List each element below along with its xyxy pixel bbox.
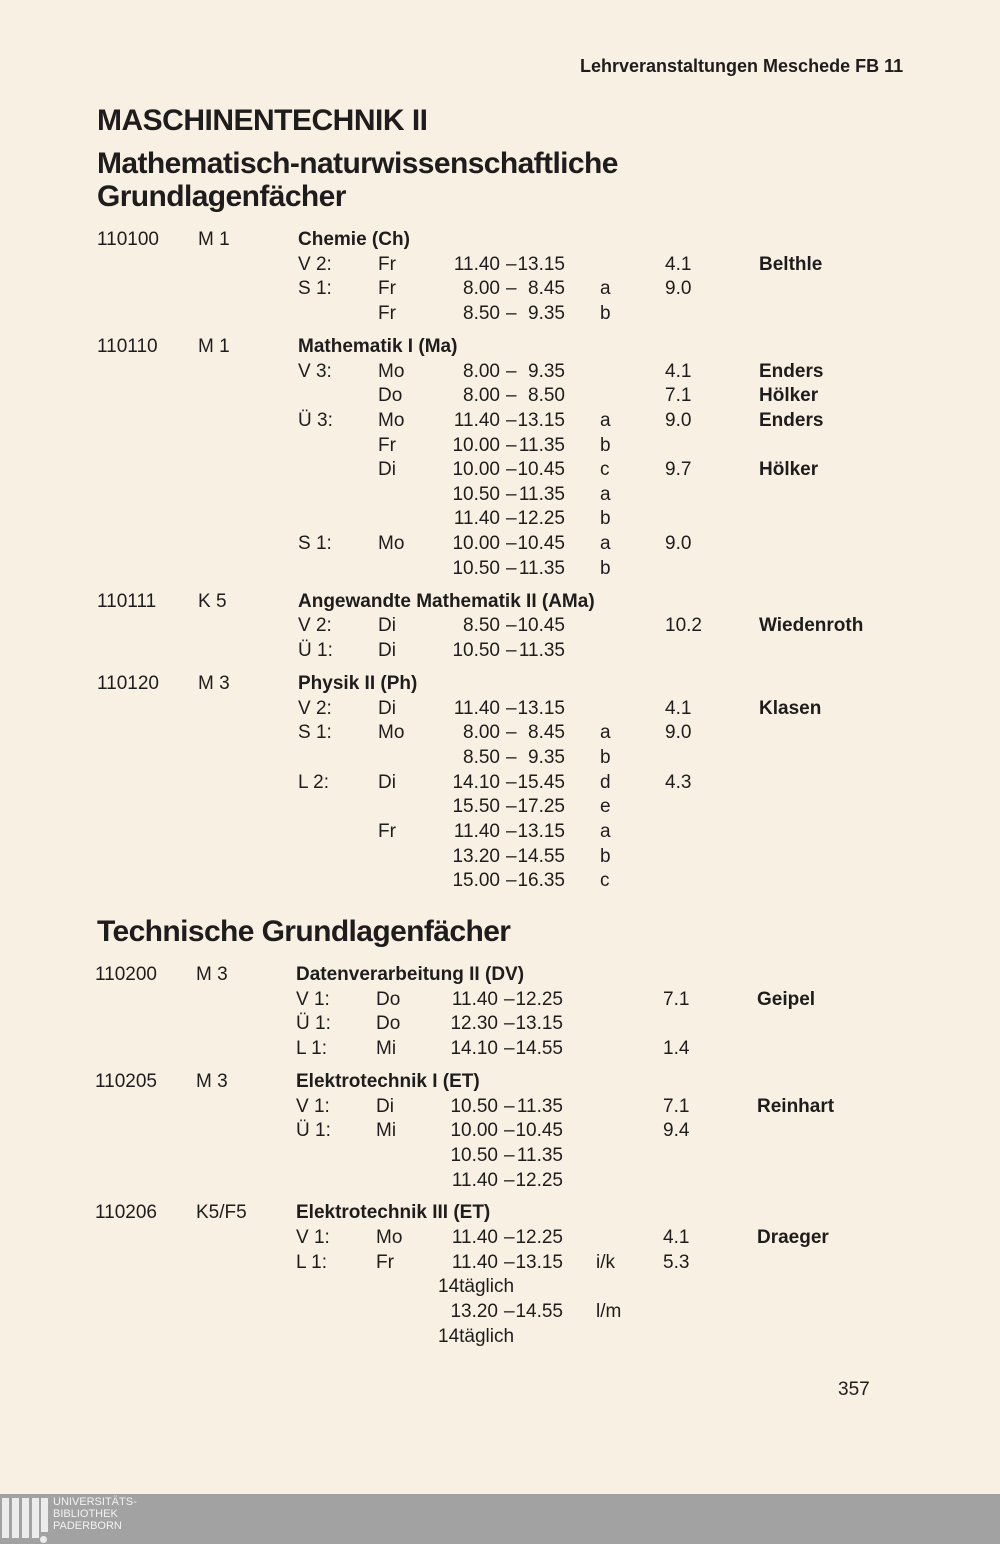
session-type: V 1:: [296, 1227, 330, 1249]
session-group: i/k: [596, 1251, 615, 1273]
lecturer: Enders: [759, 409, 824, 431]
library-footer: [0, 1494, 1000, 1544]
time-dash: –: [506, 615, 517, 637]
room: 4.1: [665, 697, 692, 719]
session-group: b: [600, 508, 611, 530]
time-from: 10.00: [452, 533, 500, 555]
course-module: K5/F5: [196, 1202, 247, 1224]
session-day: Mi: [376, 1037, 397, 1059]
time-dash: –: [506, 278, 517, 300]
room: 9.0: [665, 278, 692, 300]
course-code: 110120: [97, 672, 159, 694]
time-dash: –: [504, 988, 515, 1010]
course-module: M 3: [198, 672, 230, 694]
session-type: V 1:: [296, 988, 330, 1010]
room: 4.1: [663, 1227, 690, 1249]
section-heading: Mathematisch-naturwissenschaftliche: [97, 147, 618, 180]
time-to: 10.45: [517, 459, 565, 481]
room: 10.2: [665, 615, 702, 637]
logo-line: PADERBORN: [53, 1520, 122, 1532]
time-from: 8.00: [463, 278, 500, 300]
time-to: 11.35: [518, 557, 565, 579]
session-note: 14täglich: [438, 1325, 515, 1347]
room: 4.1: [665, 253, 692, 275]
time-from: 10.50: [452, 483, 500, 505]
room: 9.7: [665, 459, 692, 481]
session-group: b: [600, 845, 611, 867]
time-to: 11.35: [516, 1095, 563, 1117]
session-type: V 1:: [296, 1095, 330, 1117]
time-dash: –: [504, 1120, 515, 1142]
time-dash: –: [506, 459, 517, 481]
page-number: 357: [838, 1379, 870, 1400]
course-module: M 1: [198, 229, 230, 250]
time-dash: –: [506, 722, 517, 744]
session-group: e: [600, 796, 611, 818]
time-from: 11.40: [451, 1169, 498, 1191]
session-group: d: [600, 771, 611, 793]
time-from: 8.50: [463, 746, 500, 768]
room: 9.0: [665, 409, 692, 431]
logo-line: BIBLIOTHEK: [53, 1508, 118, 1520]
time-from: 11.40: [451, 1251, 498, 1273]
time-to: 13.15: [517, 253, 565, 275]
course-module: M 3: [196, 1070, 228, 1092]
course-title: Elektrotechnik I (ET): [296, 1070, 480, 1092]
session-day: Di: [376, 1095, 394, 1117]
time-dash: –: [506, 385, 517, 407]
lecturer: Draeger: [757, 1227, 829, 1249]
section-heading: Grundlagenfächer: [97, 180, 346, 213]
time-dash: –: [506, 640, 517, 661]
session-type: Ü 3:: [298, 409, 333, 431]
time-to: 10.45: [517, 615, 565, 637]
lecturer: Enders: [759, 360, 824, 382]
time-from: 8.00: [463, 360, 500, 382]
lecturer: Geipel: [757, 988, 816, 1010]
time-dash: –: [506, 253, 517, 275]
time-to: 11.35: [518, 483, 565, 505]
session-type: Ü 1:: [298, 640, 333, 661]
time-from: 15.50: [452, 796, 500, 818]
session-day: Mo: [376, 1227, 403, 1249]
time-from: 8.50: [463, 615, 500, 637]
time-to: 12.25: [515, 1169, 563, 1191]
time-from: 10.50: [452, 557, 500, 579]
session-group: b: [600, 302, 611, 324]
time-to: 8.50: [528, 385, 565, 407]
session-day: Fr: [378, 253, 396, 275]
time-to: 12.25: [517, 508, 565, 530]
course-code: 110205: [95, 1070, 157, 1092]
time-to: 14.55: [517, 845, 565, 867]
session-type: V 2:: [298, 253, 332, 275]
session-day: Mo: [378, 722, 405, 744]
course-code: 110111: [97, 590, 157, 612]
time-from: 11.40: [453, 820, 500, 842]
session-day: Fr: [376, 1251, 394, 1273]
session-group: l/m: [596, 1301, 622, 1323]
lecturer: Belthle: [759, 253, 823, 275]
time-to: 10.45: [517, 533, 565, 555]
time-to: 13.15: [517, 409, 565, 431]
time-dash: –: [506, 820, 517, 842]
time-dash: –: [504, 1301, 515, 1323]
time-from: 11.40: [453, 508, 500, 530]
time-to: 9.35: [528, 360, 565, 382]
time-from: 8.00: [463, 385, 500, 407]
time-to: 14.55: [515, 1037, 563, 1059]
session-day: Di: [378, 459, 396, 481]
time-from: 10.50: [450, 1095, 498, 1117]
session-group: a: [600, 483, 611, 505]
session-type: V 3:: [298, 360, 332, 382]
time-dash: –: [506, 302, 517, 324]
session-day: Do: [376, 988, 401, 1010]
room: 7.1: [663, 988, 690, 1010]
room: 9.0: [665, 722, 692, 744]
time-from: 11.40: [453, 409, 500, 431]
time-from: 10.50: [450, 1144, 498, 1166]
time-from: 14.10: [452, 771, 500, 793]
session-type: S 1:: [298, 278, 332, 300]
course-title: Elektrotechnik III (ET): [296, 1202, 491, 1224]
time-dash: –: [506, 360, 517, 382]
session-day: Fr: [378, 434, 396, 456]
section-heading: Technische Grundlagenfächer: [97, 915, 511, 948]
room: 4.3: [665, 771, 692, 793]
running-head: Lehrveranstaltungen Meschede FB 11: [580, 56, 904, 76]
time-to: 9.35: [528, 302, 565, 324]
room: 9.4: [663, 1120, 690, 1142]
lecturer: Wiedenroth: [759, 615, 864, 637]
time-from: 11.40: [451, 988, 498, 1010]
time-dash: –: [506, 434, 517, 456]
time-dash: –: [506, 508, 517, 530]
lecturer: Klasen: [759, 697, 822, 719]
time-to: 12.25: [515, 988, 563, 1010]
session-type: S 1:: [298, 722, 332, 744]
time-from: 15.00: [452, 870, 500, 892]
session-type: L 2:: [298, 771, 329, 793]
session-day: Di: [378, 640, 396, 661]
time-from: 10.00: [450, 1120, 498, 1142]
time-from: 10.00: [452, 434, 500, 456]
session-day: Di: [378, 615, 396, 637]
session-type: L 1:: [296, 1251, 327, 1273]
time-from: 10.00: [452, 459, 500, 481]
time-from: 11.40: [451, 1227, 498, 1249]
session-group: a: [600, 278, 611, 300]
time-to: 11.35: [516, 1144, 563, 1166]
session-day: Di: [378, 771, 396, 793]
course-title: Chemie (Ch): [298, 229, 410, 250]
time-to: 9.35: [528, 746, 565, 768]
time-dash: –: [506, 845, 517, 867]
session-day: Mo: [378, 409, 405, 431]
session-day: Fr: [378, 278, 396, 300]
time-dash: –: [506, 771, 517, 793]
page-title: MASCHINENTECHNIK II: [97, 104, 428, 137]
time-dash: –: [506, 483, 517, 505]
time-to: 8.45: [528, 278, 565, 300]
course-code: 110206: [95, 1202, 157, 1224]
session-group: a: [600, 409, 611, 431]
course-code: 110200: [95, 964, 157, 985]
course-title: Angewandte Mathematik II (AMa): [298, 590, 595, 612]
library-logo-text: [53, 1496, 137, 1532]
time-to: 13.15: [517, 697, 565, 719]
session-group: a: [600, 533, 611, 555]
lecturer: Reinhart: [757, 1095, 835, 1117]
session-day: Mo: [378, 533, 405, 555]
time-dash: –: [506, 746, 517, 768]
time-dash: –: [506, 796, 517, 818]
room: 7.1: [665, 385, 692, 407]
session-type: V 2:: [298, 615, 332, 637]
session-note: 14täglich: [438, 1276, 515, 1298]
time-dash: –: [504, 1144, 515, 1166]
time-to: 16.35: [517, 870, 565, 892]
session-day: Fr: [378, 820, 396, 842]
room: 5.3: [663, 1251, 690, 1273]
session-type: Ü 1:: [296, 1120, 331, 1142]
time-dash: –: [506, 697, 517, 719]
session-group: a: [600, 722, 611, 744]
course-title: Datenverarbeitung II (DV): [296, 964, 525, 985]
time-dash: –: [504, 1227, 515, 1249]
session-type: L 1:: [296, 1037, 327, 1059]
session-group: c: [600, 870, 610, 892]
time-to: 15.45: [517, 771, 565, 793]
session-group: c: [600, 459, 610, 481]
time-dash: –: [506, 409, 517, 431]
time-to: 11.35: [518, 640, 565, 661]
room: 9.0: [665, 533, 692, 555]
time-dash: –: [504, 1169, 515, 1191]
time-from: 8.00: [463, 722, 500, 744]
time-from: 8.50: [463, 302, 500, 324]
session-day: Do: [376, 1013, 401, 1035]
time-dash: –: [506, 557, 517, 579]
time-dash: –: [504, 1251, 515, 1273]
session-type: V 2:: [298, 697, 332, 719]
session-group: a: [600, 820, 611, 842]
session-type: S 1:: [298, 533, 332, 555]
course-title: Mathematik I (Ma): [298, 335, 458, 357]
time-to: 13.15: [515, 1251, 563, 1273]
time-dash: –: [506, 870, 517, 892]
time-from: 11.40: [453, 697, 500, 719]
time-to: 13.15: [517, 820, 565, 842]
time-from: 11.40: [453, 253, 500, 275]
time-dash: –: [504, 1013, 515, 1035]
time-from: 13.20: [452, 845, 500, 867]
time-to: 10.45: [515, 1120, 563, 1142]
time-dash: –: [504, 1095, 515, 1117]
room: 1.4: [663, 1037, 690, 1059]
course-module: M 3: [196, 964, 228, 985]
room: 4.1: [665, 360, 692, 382]
time-from: 13.20: [450, 1301, 498, 1323]
course-module: M 1: [198, 335, 230, 357]
session-day: Fr: [378, 302, 396, 324]
time-dash: –: [504, 1037, 515, 1059]
session-group: b: [600, 434, 611, 456]
time-to: 13.15: [515, 1013, 563, 1035]
time-from: 14.10: [450, 1037, 498, 1059]
session-day: Mo: [378, 360, 405, 382]
lecturer: Hölker: [759, 459, 819, 481]
course-code: 110100: [97, 229, 159, 250]
session-day: Do: [378, 385, 403, 407]
session-group: b: [600, 557, 611, 579]
room: 7.1: [663, 1095, 690, 1117]
logo-line: UNIVERSITÄTS-: [53, 1496, 137, 1508]
time-to: 14.55: [515, 1301, 563, 1323]
time-from: 12.30: [450, 1013, 498, 1035]
course-module: K 5: [198, 590, 227, 612]
time-from: 10.50: [452, 640, 500, 661]
session-type: Ü 1:: [296, 1013, 331, 1035]
time-to: 17.25: [517, 796, 565, 818]
session-day: Mi: [376, 1120, 397, 1142]
course-title: Physik II (Ph): [298, 672, 418, 694]
time-to: 8.45: [528, 722, 565, 744]
course-code: 110110: [97, 335, 158, 357]
lecturer: Hölker: [759, 385, 819, 407]
time-dash: –: [506, 533, 517, 555]
session-group: b: [600, 746, 611, 768]
time-to: 12.25: [515, 1227, 563, 1249]
time-to: 11.35: [518, 434, 565, 456]
session-day: Di: [378, 697, 396, 719]
